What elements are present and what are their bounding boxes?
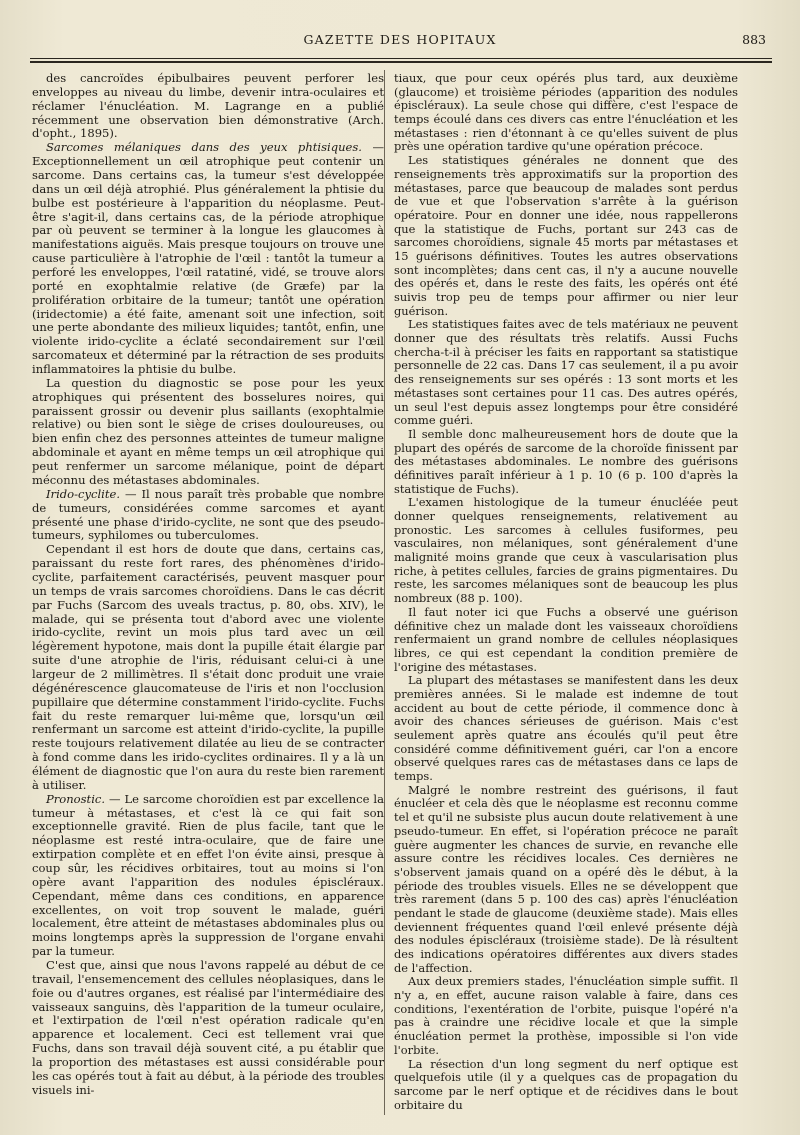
- paragraph: [394, 606, 738, 674]
- paragraph: [394, 318, 738, 428]
- paragraph: [32, 959, 384, 1098]
- header-rule: [30, 58, 772, 59]
- paragraph-text: Les statistiques générales ne donnent que des renseignements très approximatifs sur la proportion des métastases, parce que beaucoup de malades sont perdus de vue et que l'observation s'arrête à la guérison opératoire. Pour en donner une idée, nous rappellerons que la statistique de Fuchs, portant sur 243 cas de sarcomes choroïdiens, signale 45 morts par métastases et 15 guérisons définitives. Toutes les autres observations sont incomplètes; dans cent cas, il n'y a aucune nouvelle des opérés et, dans le reste des faits, les opérés ont été suivis trop peu de temps pour affirmer ou nier leur guérison.: [394, 153, 738, 318]
- header-rule-thick: [30, 61, 772, 63]
- paragraph-text: L'examen histologique de la tumeur énucléée peut donner quelques renseignements, relativement au pronostic. Les sarcomes à cellules fusiformes, peu vasculaires, non mélaniques, sont généralement d'une malignité moins grande que ceux à vascularisation plus riche, à petites cellules, farcies de grains pigmentaires. Du reste, les sarcomes mélaniques sont de beaucoup les plus nombreux (88 p. 100).: [394, 495, 738, 606]
- paragraph: [394, 1058, 738, 1113]
- paragraph: [32, 793, 384, 959]
- paragraph: [32, 488, 384, 543]
- page-header: [30, 32, 770, 52]
- page-number: 883: [742, 32, 766, 47]
- paragraph: [32, 377, 384, 488]
- paragraph: [394, 496, 738, 606]
- paragraph: [394, 975, 738, 1057]
- paragraph-text: C'est que, ainsi que nous l'avons rappelé au début de ce travail, l'ensemencement des cellules néoplasiques, dans le foie ou d'autres organes, est réalisé par l'intermédiaire des vaisseaux sanguins, dès l'apparition de la tumeur oculaire, et l'extirpation de l'œil n'est opération radicale qu'en apparence et localement. Ceci est tellement vrai que Fuchs, dans son travail déjà souvent cité, a pu établir que la proportion des métastases est aussi considérable pour les cas opérés tout à fait au début, à la période des troubles visuels ini-: [32, 958, 384, 1097]
- paragraph-text: — Le sarcome choroïdien est par excellence la tumeur à métastases, et c'est là ce qui fait son exceptionnelle gravité. Rien de plus facile, tant que le néoplasme est resté intra-oculaire, que de faire une extirpation complète et en effet l'on évite ainsi, presque à coup sûr, les récidives orbitaires, tout au moins si l'on opère avant l'apparition des nodules épiscléraux. Cependant, même dans ces conditions, en apparence excellentes, on voit trop souvent le malade, guéri localement, être atteint de métastases abdominales plus ou moins longtemps après la suppression de l'organe envahi par la tumeur.: [32, 791, 384, 959]
- paragraph: [32, 543, 384, 792]
- section-heading: Irido-cyclite.: [46, 486, 121, 501]
- paragraph: [394, 784, 738, 976]
- section-heading: Pronostic.: [46, 791, 106, 806]
- right-column: [394, 72, 738, 1112]
- paragraph: [32, 72, 384, 141]
- journal-title: GAZETTE DES HOPITAUX: [303, 32, 497, 47]
- paragraph-text: La question du diagnostic se pose pour les yeux atrophiques qui présentent des bosselures noires, qui paraissent grossir ou devenir plus saillants (exophtalmie relative) ou bien sont le siège de crises douloureuses, ou bien enfin chez des personnes atteintes de tumeur maligne abdominale et ayant en même temps un œil atrophique qui peut renfermer un sarcome mélanique, point de départ méconnu des métastases abdominales.: [32, 375, 384, 487]
- section-heading: Sarcomes mélaniques dans des yeux phtisiques.: [46, 140, 362, 155]
- paragraph-text: Cependant il est hors de doute que dans, certains cas, paraissant du reste fort rares, des phénomènes d'irido-cyclite, parfaitement caractérisés, peuvent masquer pour un temps de vrais sarcomes choroïdiens. Dans le cas décrit par Fuchs (Sarcom des uveals tractus, p. 80, obs. XIV), le malade, qui se présenta tout d'abord avec une violente irido-cyclite, revint un mois plus tard avec un œil légèrement hypotone, mais dont la pupille était élargie par suite d'une atrophie de l'iris, réduisant celui-ci à une largeur de 2 millimètres. Il s'était donc produit une vraie dégénérescence glaucomateuse de l'iris et non l'occlusion pupillaire que détermine constamment l'irido-cyclite. Fuchs fait du reste remarquer lui-même que, lorsqu'un œil renfermant un sarcome est atteint d'irido-cyclite, la pupille reste toujours relativement dilatée au lieu de se contracter à fond comme dans les irido-cyclites ordinaires. Il y a là un élément de diagnostic que l'on aura du reste bien rarement à utiliser.: [32, 542, 384, 792]
- paragraph: [394, 154, 738, 318]
- paragraph-text: — Exceptionnellement un œil atrophique peut contenir un sarcome. Dans certains cas, la tumeur s'est développée dans un œil déjà atrophié. Plus généralement la phtisie du bulbe est postérieure à l'apparition du néoplasme. Peut-être s'agit-il, dans certains cas, de la période atrophique par où peuvent se terminer à la longue les glaucomes à manifestations aiguës. Mais presque toujours on trouve une cause particulière à l'atrophie de l'œil : tantôt la tumeur a perforé les enveloppes, l'œil ratatiné, vidé, se trouve alors porté en exophtalmie relative (de Græfe) par la prolifération orbitaire de la tumeur; tantôt une opération (iridectomie) a été faite, amenant soit une infection, soit une perte abondante des milieux liquides; tantôt, enfin, une violente irido-cyclite a éclaté secondairement sur l'œil sarcomateux et déterminé par la rétraction de ses produits inflammatoires la phtisie du bulbe.: [32, 140, 384, 377]
- paragraph-text: La plupart des métastases se manifestent dans les deux premières années. Si le malade est indemne de tout accident au bout de cette période, il commence donc à avoir des chances sérieuses de guérison. Mais c'est seulement après quatre ans écoulés qu'il peut être considéré comme définitivement guéri, car l'on a encore observé quelques rares cas de métastases dans ce laps de temps.: [394, 673, 738, 784]
- paragraph: [32, 141, 384, 377]
- paragraph: [394, 428, 738, 496]
- paragraph-text: Il faut noter ici que Fuchs a observé une guérison définitive chez un malade dont les vaisseaux choroïdiens renfermaient un grand nombre de cellules néoplasiques libres, ce qui est cependant la condition première de l'origine des métastases.: [394, 604, 738, 674]
- column-divider: [384, 70, 385, 1115]
- paragraph-text: Les statistiques faites avec de tels matériaux ne peuvent donner que des résultats très relatifs. Aussi Fuchs chercha-t-il à préciser les faits en rapportant sa statistique personnelle de 22 cas. Dans 17 cas seulement, il a pu avoir des renseignements sur ses opérés : 13 sont morts et les métastases sont certaines pour 11 cas. Des autres opérés, un seul l'est depuis assez longtemps pour être considéré comme guéri.: [394, 317, 738, 428]
- paragraph-text: La résection d'un long segment du nerf optique est quelquefois utile (il y a quelques cas de propagation du sarcome par le nerf optique et de récidives dans le bout orbitaire du: [394, 1056, 738, 1112]
- paragraph: [394, 72, 738, 154]
- paragraph-text: — Il nous paraît très probable que nombre de tumeurs, considérées comme sarcomes et ayant présenté une phase d'irido-cyclite, ne sont que des pseudo-tumeurs, syphilomes ou tuberculomes.: [32, 486, 384, 543]
- left-column: [32, 72, 384, 1098]
- paragraph-text: Aux deux premiers stades, l'énucléation simple suffit. Il n'y a, en effet, aucune raison valable à faire, dans ces conditions, l'exentération de l'orbite, puisque l'opéré n'a pas à craindre une récidive locale et que la simple énucléation permet la prothèse, impossible si l'on vide l'orbite.: [394, 974, 738, 1057]
- paragraph-text: des cancroïdes épibulbaires peuvent perforer les enveloppes au niveau du limbe, devenir intra-oculaires et réclamer l'énucléation. M. Lagrange en a publié récemment une observation bien démonstrative (Arch. d'opht., 1895).: [32, 71, 384, 141]
- paragraph-text: Il semble donc malheureusement hors de doute que la plupart des opérés de sarcome de la choroïde finissent par des métastases abdominales. Le nombre des guérisons définitives paraît inférieur à 1 p. 10 (6 p. 100 d'après la statistique de Fuchs).: [394, 426, 738, 496]
- paragraph: [394, 674, 738, 784]
- paragraph-text: Malgré le nombre restreint des guérisons, il faut énucléer et cela dès que le néoplasme est reconnu comme tel et qu'il ne subsiste plus aucun doute relativement à une pseudo-tumeur. En effet, si l'opération précoce ne paraît guère augmenter les chances de survie, en revanche elle assure contre les récidives locales. Ces dernières ne s'observent jamais quand on a opéré dès le début, à la période des troubles visuels. Elles ne se développent que très rarement (dans 5 p. 100 des cas) après l'énucléation pendant le stade de glaucome (deuxième stade). Mais elles deviennent fréquentes quand l'œil enlevé présente déjà des nodules épiscléraux (troisième stade). De là résultent des indications opératoires différentes aux divers stades de l'affection.: [394, 782, 738, 975]
- paragraph-text: tiaux, que pour ceux opérés plus tard, aux deuxième (glaucome) et troisième périodes (apparition des nodules épiscléraux). La seule chose qui diffère, c'est l'espace de temps écoulé dans ces divers cas entre l'énucléation et les métastases : rien d'étonnant à ce qu'elles suivent de plus près une opération tardive qu'une opération précoce.: [394, 71, 738, 154]
